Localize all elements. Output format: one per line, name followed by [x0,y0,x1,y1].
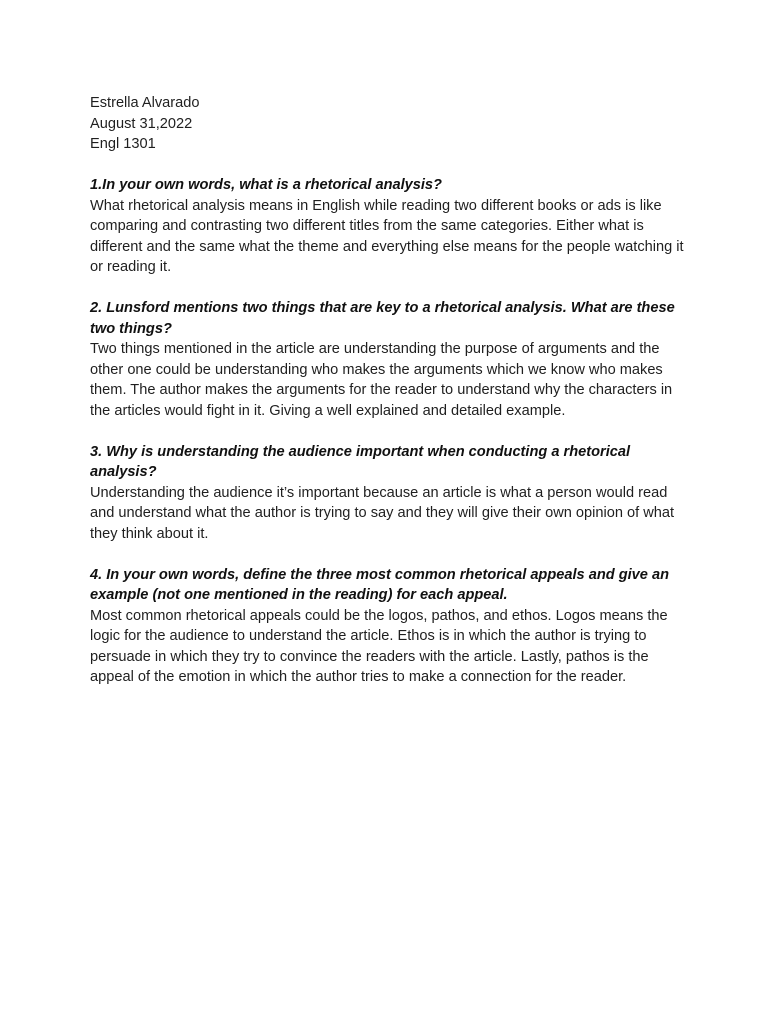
answer-2: Two things mentioned in the article are understanding the purpose of arguments and the other one could be understanding who makes the arguments which we know who makes them. The author makes the arguments for the reader to understand why the characters in the articles would fight in it. Giving a well explained and detailed example. [90,341,673,419]
document-body [90,93,690,688]
author-name: Estrella Alvarado [90,95,200,111]
section-4 [90,565,690,688]
section-2 [90,298,690,421]
course-code: Engl 1301 [90,136,156,152]
document-header [90,93,690,155]
answer-4: Most common rhetorical appeals could be the logos, pathos, and ethos. Logos means the logic for the audience to understand the article. Ethos is in which the author is trying to persuade in which they try to convince the readers with the article. Lastly, pathos is the appeal of the emotion in which the author tries to make a connection for the reader. [90,607,668,685]
answer-3: Understanding the audience it’s important because an article is what a person would read and understand what the author is trying to say and they will give their own opinion of what they think about it. [90,484,675,542]
answer-1: What rhetorical analysis means in English while reading two different books or ads is like comparing and contrasting two different titles from the same categories. Either what is different and the same what the theme and everything else means for the people watching it or reading it. [90,197,684,275]
section-1 [90,175,690,278]
document-date: August 31,2022 [90,115,193,132]
question-2: 2. Lunsford mentions two things that are key to a rhetorical analysis. What are these two things? [90,300,675,337]
question-4: 4. In your own words, define the three most common rhetorical appeals and give an example (not one mentioned in the reading) for each appeal. [90,566,670,603]
section-3 [90,442,690,545]
question-1: 1.In your own words, what is a rhetorical analysis? [90,177,442,193]
question-3: 3. Why is understanding the audience important when conducting a rhetorical analysis? [90,443,631,480]
